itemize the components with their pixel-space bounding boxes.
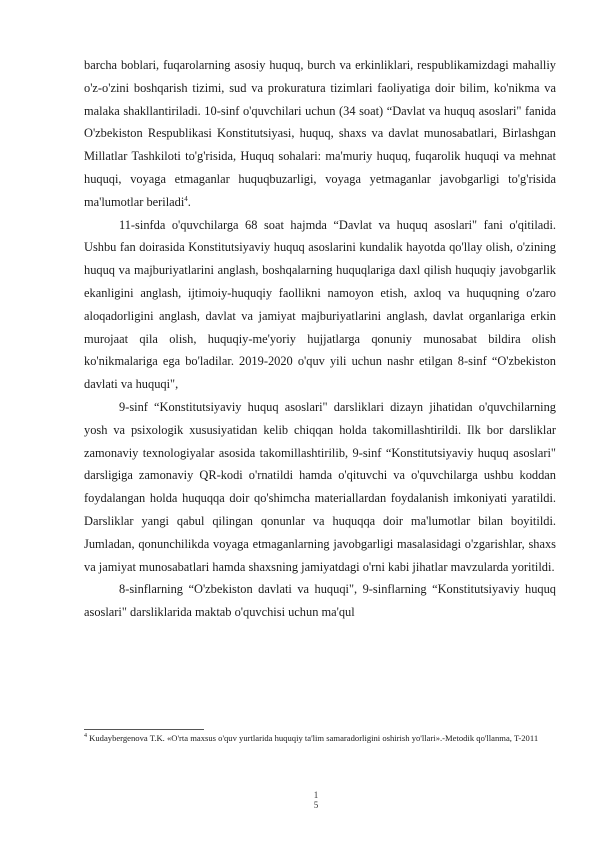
page-number (312, 790, 320, 810)
paragraph-1-end: . (187, 194, 191, 209)
footnote-reference[interactable]: 4 (184, 194, 188, 203)
paragraph-1-text: barcha boblari, fuqarolarning asosiy huquq, burch va erkinliklari, respublikamizdagi mahalliy o'z-o'zini boshqarish tizimi, sud va prokuratura tizimlari faoliyatiga doir bilim, ko'nikma va malaka shakllantiriladi. 10-sinf o'quvchilari uchun (34 soat) “Davlat va huquq asoslari" fanida O'zbekiston Respublikasi Konstitutsiyasi, huquq, shaxs va davlat munosabatlari, Birlashgan Millatlar Tashkiloti to'g'risida, Huquq sohalari: ma'muriy huquq, fuqarolik huquqi va mehnat huquqi, voyaga etmaganlar huquqbuzarligi, voyaga yetmaganlar javobgarligi to'g'risida ma'lumotlar beriladi (84, 58, 556, 209)
footnote-divider (84, 729, 204, 730)
paragraph-2: 11-sinfda o'quvchilarga 68 soat hajmda “Davlat va huquq asoslari" fani o'qitiladi. Ushbu fan doirasida Konstitutsiyaviy huquq asoslarini kundalik hayotda qo'llay olish, o'zining huquq va majburiyatlarini anglash, boshqalarning huquqlariga daxl qilish huquqiy javobgarlik ekanligini anglash, ijtimoiy-huquqiy faollikni namoyon etish, axloq va huquqning o'zaro aloqadorligini anglash, davlat va jamiyat majburiyatlarini anglash, davlat organlariga erkin murojaat qila olish, huquqiy-me'yoriy hujjatlarga qonuniy munosabat bildira olish ko'nikmalariga ega bo'ladilar. 2019-2020 o'quv yili uchun nashr etilgan 8-sinf “O'zbekiston davlati va huquqi", (84, 217, 556, 392)
footnote-text: Kudaybergenova T.K. «O'rta maxsus o'quv yurtlarida huquqiy ta'lim samaradorligini oshirish yo'llari».-Metodik qo'llanma, T-2011 (89, 732, 539, 743)
paragraph-4: 8-sinflarning “O'zbekiston davlati va huquqi", 9-sinflarning “Konstitutsiyaviy huquq asoslari" darsliklarida maktab o'quvchisi uchun ma'qul (84, 582, 556, 620)
paragraph-1 (84, 54, 556, 214)
footnote (84, 731, 556, 744)
document-body (84, 54, 556, 624)
paragraph-3: 9-sinf “Konstitutsiyaviy huquq asoslari" darsliklari dizayn jihatidan o'quvchilarning yosh va psixologik xususiyatidan kelib chiqqan holda takomillashtirildi. Ilk bor darsliklar zamonaviy texnologiyalar asosida takomillashtirilib, 9-sinf “Konstitutsiyaviy huquq asoslari" darsligiga zamonaviy QR-kodi o'rnatildi hamda o'qituvchi va o'quvchilarga ushbu koddan foydalangan holda huquqqa doir qo'shimcha materiallardan foydalanish imkoniyati yaratildi. Darsliklar yangi qabul qilingan qonunlar va huquqqa doir ma'lumotlar bilan boyitildi. Jumladan, qonunchilikda voyaga etmaganlarning javobgarligi masalasidagi o'zgarishlar, shaxs va jamiyat munosabatlari hamda shaxsning jamiyatdagi o'rni kabi jihatlar mavzularda yoritildi. (84, 399, 556, 574)
page-number-digit-1: 1 (313, 790, 319, 800)
footnote-number: 4 (84, 733, 87, 739)
page-number-digit-2: 5 (313, 800, 319, 810)
